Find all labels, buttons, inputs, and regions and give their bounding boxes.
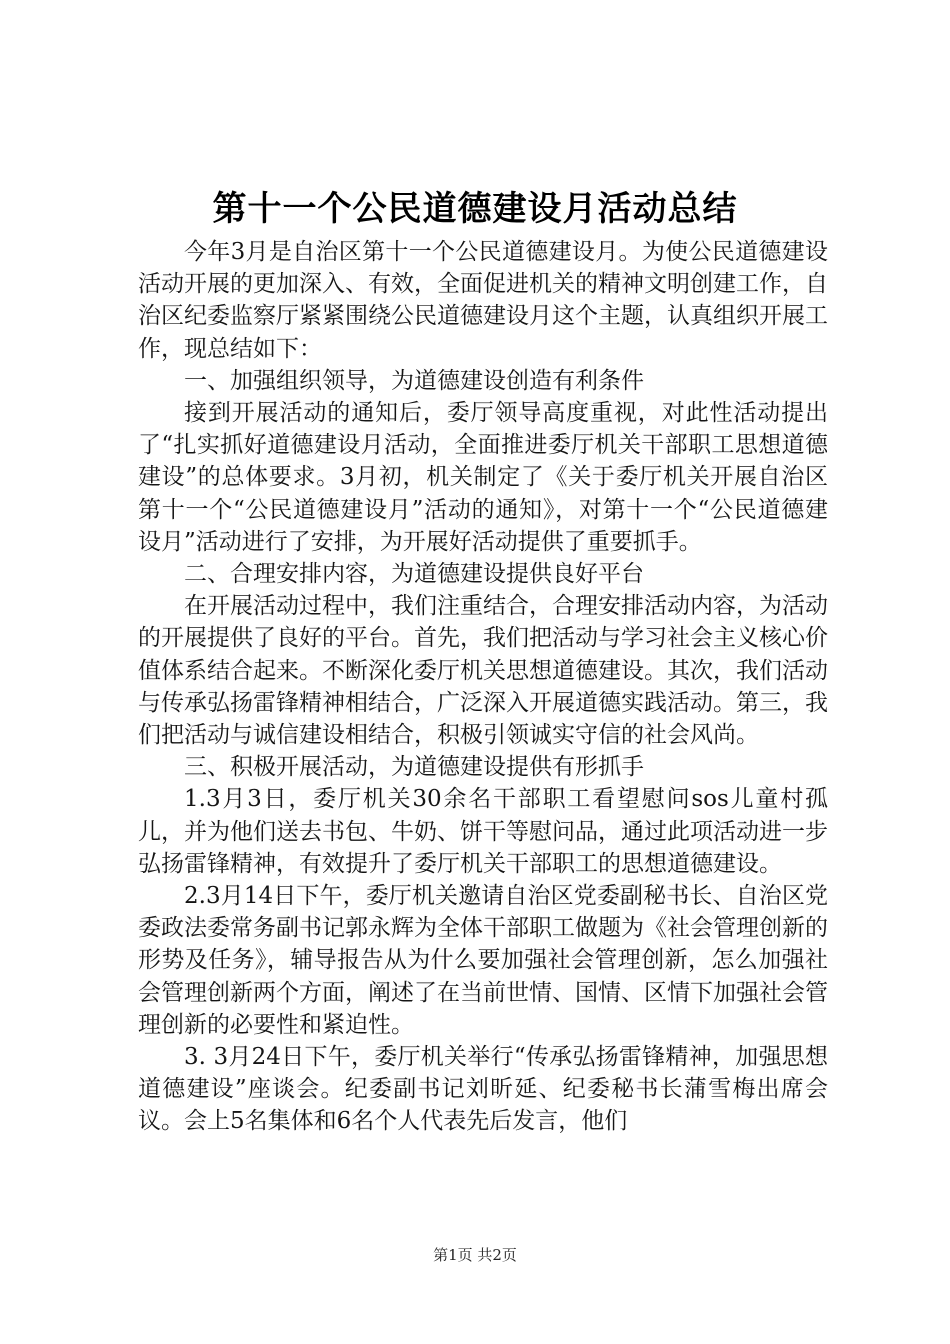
paragraph-intro: 今年3月是自治区第十一个公民道德建设月。为使公民道德建设活动开展的更加深入、有效，全面促进机关的精神文明创建工作，自治区纪委监察厅紧紧围绕公民道德建设月这个主题，认真组织开展工作，现总结如下： <box>138 239 828 362</box>
paragraph-section-1: 接到开展活动的通知后，委厅领导高度重视，对此性活动提出了“扎实抓好道德建设月活动，全面推进委厅机关干部职工思想道德建设”的总体要求。3月初，机关制定了《关于委厅机关开展自治区第十一个“公民道德建设月”活动的通知》，对第十一个“公民道德建设月”活动进行了安排，为开展好活动提供了重要抓手。 <box>138 400 828 555</box>
list-item-2: 2.3月14日下午，委厅机关邀请自治区党委副秘书长、自治区党委政法委常务副书记郭永辉为全体干部职工做题为《社会管理创新的形势及任务》，辅导报告从为什么要加强社会管理创新，怎么加强社会管理创新两个方面，阐述了在当前世情、国情、区情下加强社会管理创新的必要性和紧迫性。 <box>138 883 828 1038</box>
paragraph-section-2: 在开展活动过程中，我们注重结合，合理安排活动内容，为活动的开展提供了良好的平台。首先，我们把活动与学习社会主义核心价值体系结合起来。不断深化委厅机关思想道德建设。其次，我们活动与传承弘扬雷锋精神相结合，广泛深入开展道德实践活动。第三，我们把活动与诚信建设相结合，积极引领诚实守信的社会风尚。 <box>138 593 828 749</box>
document-body <box>138 236 828 1138</box>
section-heading-3: 三、积极开展活动，为道德建设提供有形抓手 <box>184 754 644 781</box>
list-item-1: 1.3月3日，委厅机关30余名干部职工看望慰问sos儿童村孤儿，并为他们送去书包、牛奶、饼干等慰问品，通过此项活动进一步弘扬雷锋精神，有效提升了委厅机关干部职工的思想道德建设。 <box>138 786 828 877</box>
section-heading-2: 二、合理安排内容，为道德建设提供良好平台 <box>184 561 644 588</box>
page-footer: 第1页 共2页 <box>433 1246 517 1264</box>
section-heading-1: 一、加强组织领导，为道德建设创造有利条件 <box>184 367 644 394</box>
document-title: 第十一个公民道德建设月活动总结 <box>212 189 738 229</box>
list-item-3: 3. 3月24日下午，委厅机关举行“传承弘扬雷锋精神，加强思想道德建设”座谈会。纪委副书记刘昕延、纪委秘书长蒲雪梅出席会议。会上5名集体和6名个人代表先后发言，他们 <box>138 1044 828 1135</box>
